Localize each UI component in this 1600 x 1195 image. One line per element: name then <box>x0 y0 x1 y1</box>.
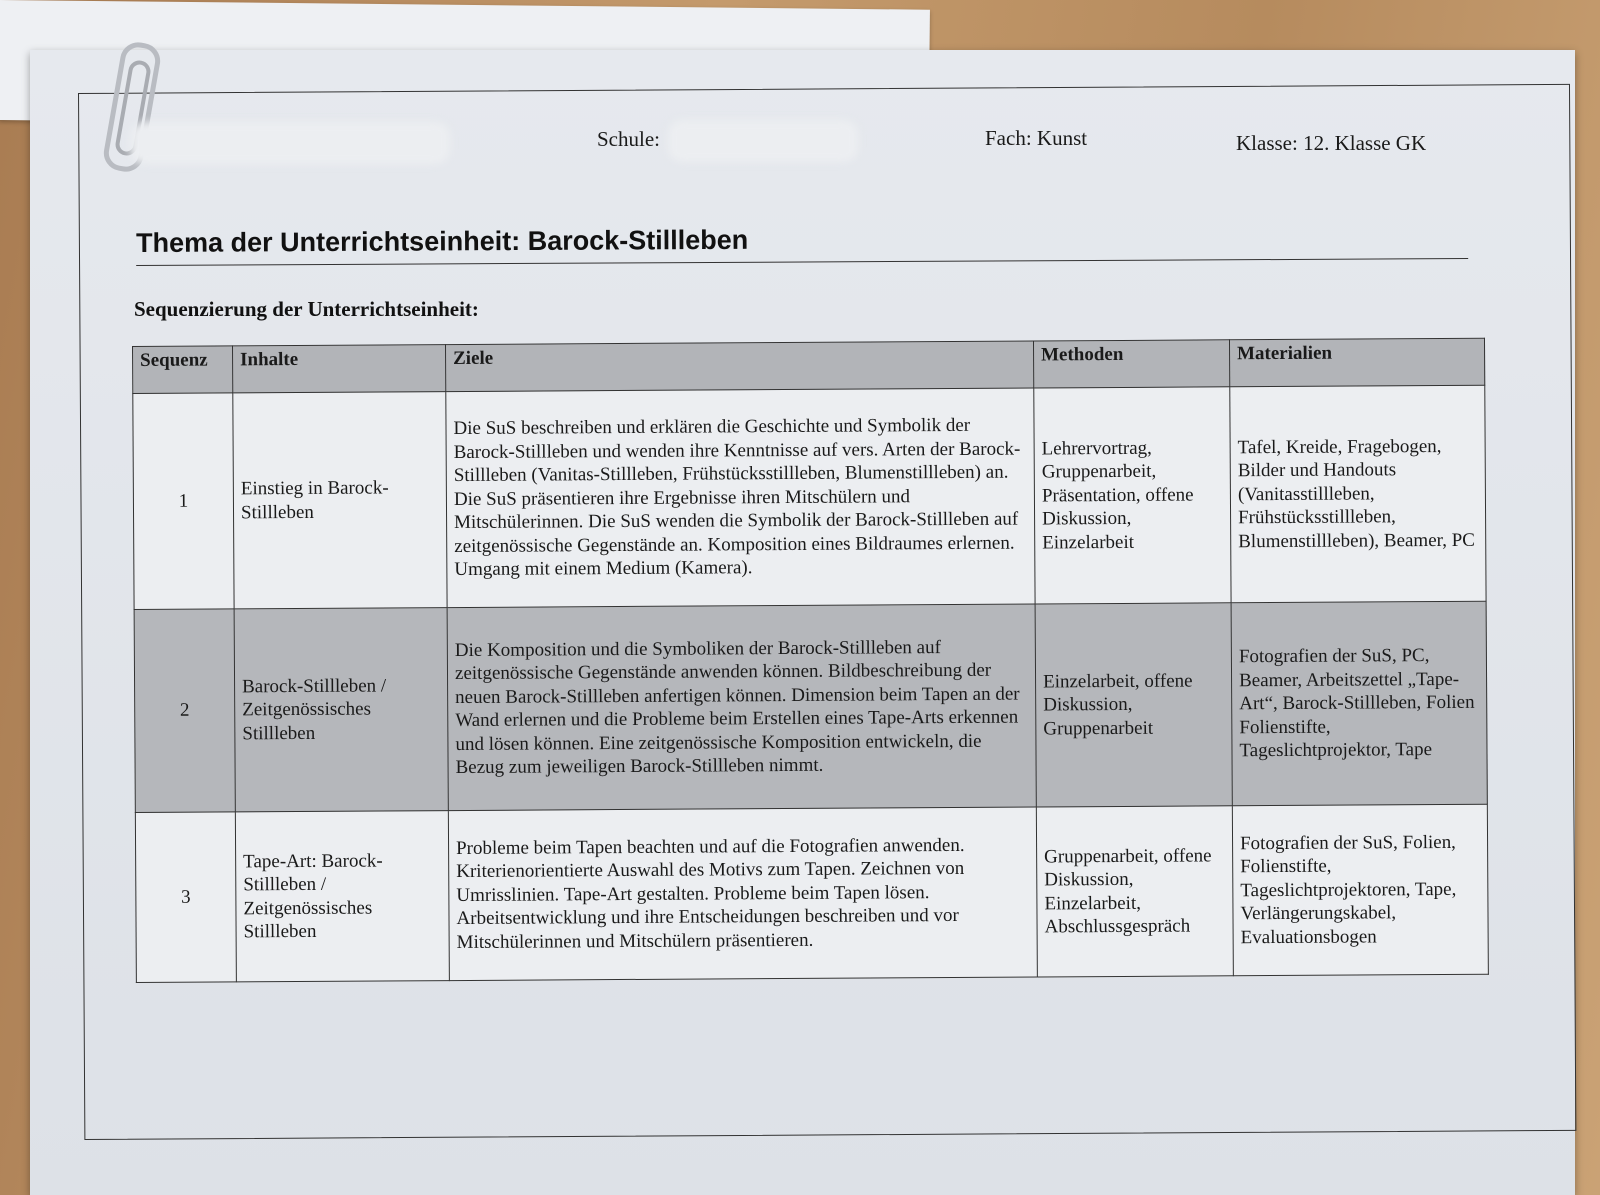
section-subtitle: Sequenzierung der Unterrichtseinheit: <box>134 297 479 321</box>
materials-cell: Fotografien der SuS, PC, Beamer, Arbeitszettel „Tape-Art“, Barock-Stillleben, Folien Folienstifte, Tageslichtprojektor, Tape <box>1231 601 1487 806</box>
subject-label: Fach: Kunst <box>985 126 1088 150</box>
class-label: Klasse: 12. Klasse GK <box>1236 131 1427 155</box>
sequence-number: 2 <box>134 609 235 813</box>
materials-cell: Fotografien der SuS, Folien, Folienstifte, Tageslichtprojektoren, Tape, Verlängerungskabel, Evaluationsbogen <box>1232 804 1488 976</box>
column-header-materialien: Materialien <box>1229 338 1484 387</box>
table-row <box>135 804 1488 982</box>
redacted-name-field <box>130 122 450 164</box>
methods-cell: Gruppenarbeit, offene Diskussion, Einzelarbeit, Abschlussgespräch <box>1036 806 1233 977</box>
content-cell: Barock-Stillleben / Zeitgenössisches Stillleben <box>234 608 448 812</box>
column-header-inhalte: Inhalte <box>233 345 446 393</box>
table-header-row <box>133 338 1485 393</box>
page-title: Thema der Unterrichtseinheit: Barock-Stillleben <box>136 221 1468 266</box>
table-row <box>133 385 1486 609</box>
redacted-school-field <box>668 120 858 162</box>
sequence-number: 3 <box>135 812 236 983</box>
methods-cell: Lehrervortrag, Gruppenarbeit, Präsentation, offene Diskussion, Einzelarbeit <box>1034 387 1231 604</box>
sequence-table <box>132 338 1489 983</box>
column-header-ziele: Ziele <box>445 341 1033 392</box>
methods-cell: Einzelarbeit, offene Diskussion, Gruppenarbeit <box>1035 603 1232 807</box>
goals-cell: Probleme beim Tapen beachten und auf die Fotografien anwenden. Kriterienorientierte Auswahl des Motivs zum Tapen. Zeichnen von Umrisslinien. Tape-Art gestalten. Probleme beim Tapen lösen. Arbeitsentwicklung und ihre Entscheidungen beschreiben und vor Mitschülerinnen und Mitschülern präsentieren. <box>448 807 1037 981</box>
table-row <box>134 601 1487 812</box>
goals-cell: Die Komposition und die Symboliken der Barock-Stillleben auf zeitgenössische Gegenstände anwenden können. Bildbeschreibung der neuen Barock-Stillleben anfertigen können. Dimension beim Tapen an der Wand erlernen und die Probleme beim Erstellen eines Tape-Arts erkennen und lösen können. Eine zeitgenössische Komposition entwickeln, die Bezug zum jeweiligen Barock-Stillleben nimmt. <box>447 604 1036 811</box>
materials-cell: Tafel, Kreide, Fragebogen, Bilder und Handouts (Vanitasstillleben, Frühstücksstillleben, Blumenstillleben), Beamer, PC <box>1230 385 1486 603</box>
column-header-sequenz: Sequenz <box>133 346 233 394</box>
column-header-methoden: Methoden <box>1033 340 1229 388</box>
sequence-number: 1 <box>133 393 234 610</box>
content-cell: Tape-Art: Barock-Stillleben / Zeitgenössisches Stillleben <box>235 811 449 982</box>
content-cell: Einstieg in Barock-Stillleben <box>233 392 447 609</box>
school-label: Schule: <box>597 127 660 151</box>
goals-cell: Die SuS beschreiben und erklären die Geschichte und Symbolik der Barock-Stillleben und wenden ihre Kenntnisse auf vers. Arten der Barock-Stillleben (Vanitas-Stillleben, Frühstücksstillleben, Blumenstillleben) an. Die SuS präsentieren ihre Ergebnisse ihren Mitschülern und Mitschülerinnen. Die SuS wenden die Symbolik der Barock-Stillleben auf zeitgenössische Gegenstände an. Komposition eines Bildraumes erlernen. Umgang mit einem Medium (Kamera). <box>446 388 1035 608</box>
